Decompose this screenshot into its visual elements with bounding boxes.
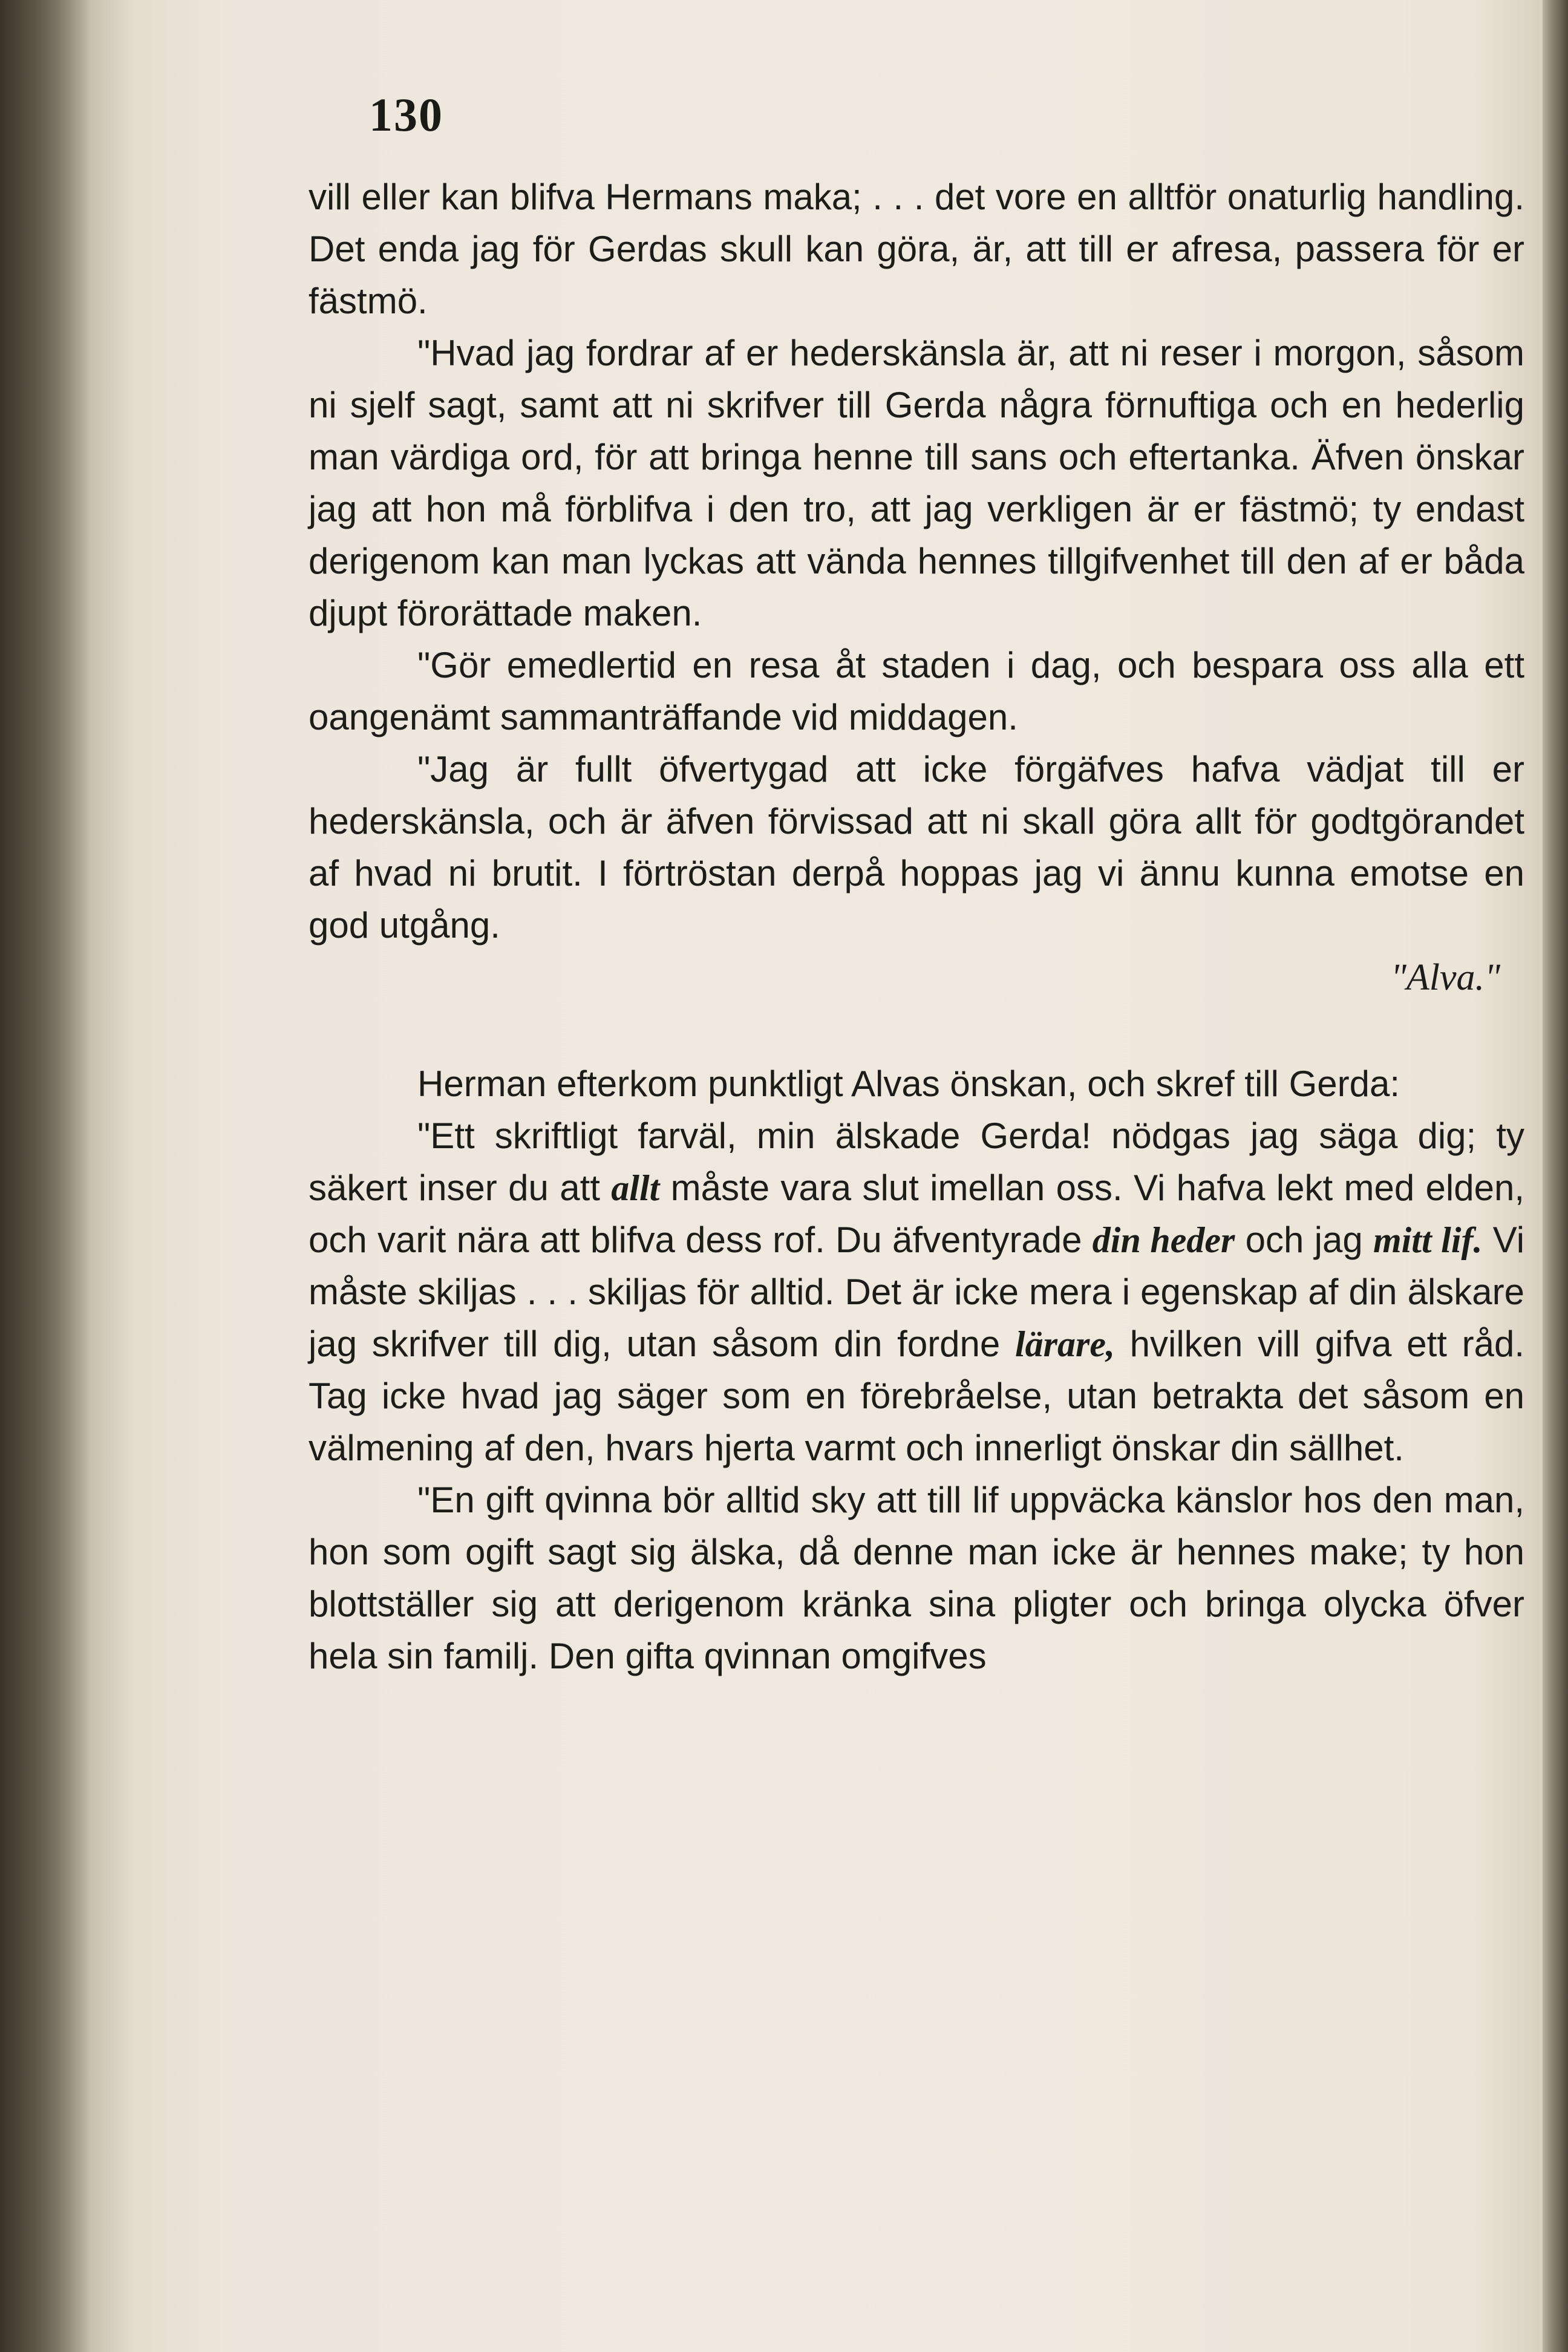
emphasis-allt: allt — [611, 1168, 660, 1208]
letter-paragraph-2: "En gift qvinna bör alltid sky att till lif uppväcka känslor hos den man, hon som ogift sagt sig älska, då denne man icke är hennes make; ty hon blottställer sig att derigenom kränka sina pligter och bringa olycka öfver hela sin familj. Den gifta qvinnan omgifves — [309, 1480, 1524, 1676]
page-number: 130 — [369, 88, 443, 141]
paragraph-herman: Herman efterkom punktligt Alvas önskan, och skref till Gerda: — [417, 1063, 1400, 1104]
paragraph-1: vill eller kan blifva Hermans maka; . . . det vore en alltför onaturlig handling. Det enda jag för Gerdas skull kan göra, är, att till er afresa, passera för er fästmö. — [309, 177, 1524, 321]
letter-text: "Ett skriftligt farväl, min älskade Gerda! nödgas jag säga dig; ty säkert inser du att — [309, 1116, 1524, 1208]
letter-text: måste vara slut imellan oss. Vi hafva lekt med elden, och varit nära att blifva dess rof. Du äfventyrade — [309, 1168, 1525, 1260]
emphasis-larare: lärare, — [1014, 1324, 1115, 1364]
body-text — [309, 171, 1524, 1682]
letter-text: hvilken vill gifva ett råd. Tag icke hvad jag säger som en förebråelse, utan betrakta det såsom en välmening af den, hvars hjerta varmt och innerligt önskar din sällhet. — [309, 1324, 1524, 1468]
emphasis-mitt-lif: mitt lif. — [1373, 1220, 1483, 1260]
paragraph-4: "Jag är fullt öfvertygad att icke förgäfves hafva vädjat till er hederskänsla, och är äfven förvissad att ni skall göra allt för godtgörandet af hvad ni brutit. I förtröstan derpå hoppas jag vi ännu kunna emotse en god utgång. — [309, 749, 1524, 946]
letter-text: och jag — [1245, 1220, 1363, 1260]
paragraph-3: "Gör emedlertid en resa åt staden i dag, och bespara oss alla ett oangenämt sammanträffande vid middagen. — [309, 645, 1524, 737]
paragraph-2: "Hvad jag fordrar af er hederskänsla är, att ni reser i morgon, såsom ni sjelf sagt, samt att ni skrifver till Gerda några förnuftiga och en hederlig man värdiga ord, för att bringa henne till sans och eftertanka. Äfven önskar jag att hon må förblifva i den tro, att jag verkligen är er fästmö; ty endast derigenom kan man lyckas att vända hennes tillgifvenhet till den af er båda djupt förorättade maken. — [309, 333, 1524, 633]
signature-alva: "Alva." — [1390, 957, 1500, 998]
book-page — [91, 0, 1543, 2352]
book-spine-gutter — [0, 0, 97, 2352]
emphasis-din-heder: din heder — [1092, 1220, 1235, 1260]
letter-text: Vi måste skiljas . . . skiljas för alltid. Det är icke mera i egenskap af din älskare jag skrifver till dig, utan såsom din fordne — [309, 1220, 1525, 1364]
letter-paragraph-1 — [309, 1110, 1524, 1474]
